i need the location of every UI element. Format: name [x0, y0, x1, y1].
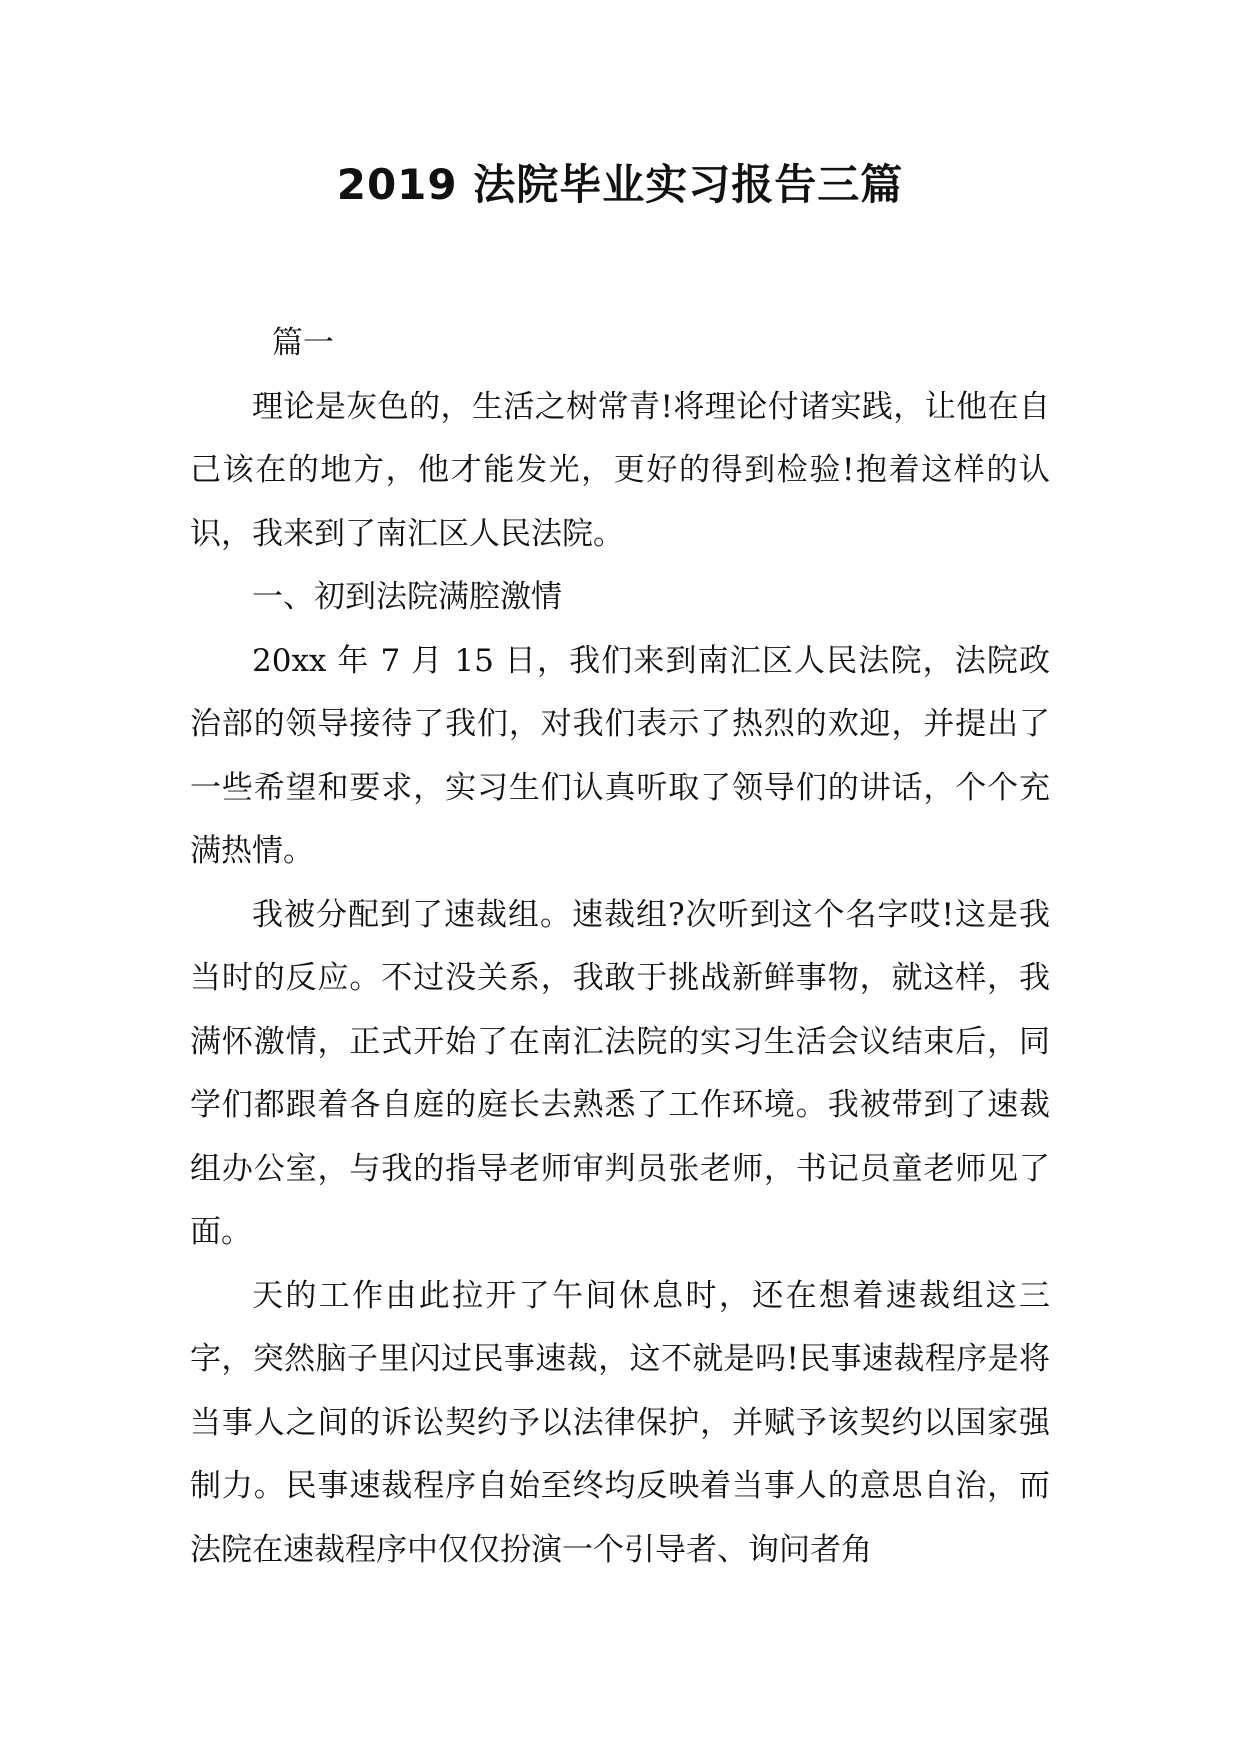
- section-label: 篇一: [272, 325, 334, 361]
- paragraph-summary-procedure: 天的工作由此拉开了午间休息时，还在想着速裁组这三字，突然脑子里闪过民事速裁，这不就是吗!民事速裁程序是将当事人之间的诉讼契约予以法律保护，并赋予该契约以国家强制力。民事速裁程序自始至终均反映着当事人的意思自治，而法院在速裁程序中仅仅扮演一个引导者、询问者角: [190, 1277, 1050, 1568]
- document-title: 2019 法院毕业实习报告三篇: [336, 160, 904, 209]
- document-body: [190, 312, 1050, 1582]
- paragraph-arrival-date: 20xx 年 7 月 15 日，我们来到南汇区人民法院，法院政治部的领导接待了我们，对我们表示了热烈的欢迎，并提出了一些希望和要求，实习生们认真听取了领导们的讲话，个个充满热情。: [190, 642, 1050, 869]
- paragraph-intro: 理论是灰色的，生活之树常青!将理论付诸实践，让他在自己该在的地方，他才能发光，更好的得到检验!抱着这样的认识，我来到了南汇区人民法院。: [190, 388, 1050, 552]
- heading-arrival: 一、初到法院满腔激情: [252, 579, 562, 615]
- paragraph-assignment: 我被分配到了速裁组。速裁组?次听到这个名字哎!这是我当时的反应。不过没关系，我敢于挑战新鲜事物，就这样，我满怀激情，正式开始了在南汇法院的实习生活会议结束后，同学们都跟着各自庭的庭长去熟悉了工作环境。我被带到了速裁组办公室，与我的指导老师审判员张老师，书记员童老师见了面。: [190, 896, 1050, 1250]
